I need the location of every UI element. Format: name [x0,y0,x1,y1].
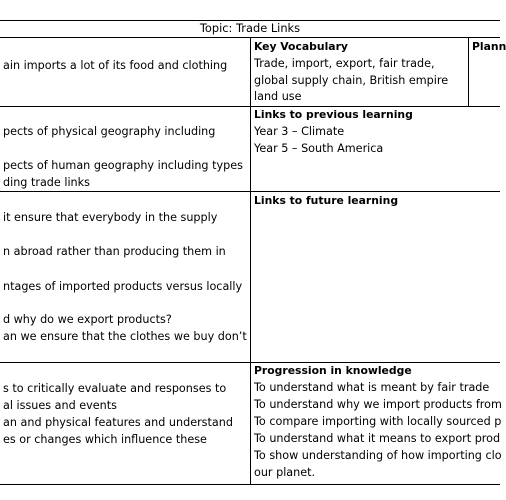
left-row4-line3: an and physical features and understand [3,416,233,429]
previous-item-2: Year 5 – South America [254,142,384,155]
left-row3-line1: it ensure that everybody in the supply [3,211,218,224]
left-row4-line4: es or changes which influence these [3,433,207,446]
left-row3-line3: ntages of imported products versus locally [3,280,243,293]
progression-item-1: To understand what is meant by fair trade [254,381,490,394]
left-row4-line1: s to critically evaluate and responses to [3,382,227,395]
previous-item-1: Year 3 – Climate [254,125,345,138]
left-row1-line1: ain imports a lot of its food and clothing [3,59,228,72]
planning-heading: Plann [472,40,506,53]
key-vocabulary-heading: Key Vocabulary [254,40,348,53]
left-row3-line2: n abroad rather than producing them in [3,245,226,258]
progression-item-6: our planet. [254,466,316,479]
progression-item-4: To understand what it means to export prod [254,432,501,445]
table-col-divider-1 [250,37,251,484]
left-row2-line1: pects of physical geography including [3,125,216,138]
left-row3-line4: d why do we export products? [3,313,172,326]
links-future-heading: Links to future learning [254,194,399,207]
left-row2-line3: ding trade links [3,176,90,189]
progression-item-5: To show understanding of how importing clo [254,449,502,462]
key-vocabulary-text: Trade, import, export, fair trade, global supply chain, British empire land use [254,57,449,103]
left-row2-line2: pects of human geography including types [3,159,243,172]
table-col-divider-2 [468,37,469,106]
table-border-bottom [0,484,500,485]
progression-item-3: To compare importing with locally sourced p [254,415,502,428]
left-row4-line2: al issues and events [3,399,117,412]
left-row3-line5: an we ensure that the clothes we buy don’t [3,330,247,343]
links-previous-heading: Links to previous learning [254,108,413,121]
progression-item-2: To understand why we import products from [254,398,502,411]
topic-title: Topic: Trade Links [199,21,301,35]
progression-heading: Progression in knowledge [254,364,412,377]
